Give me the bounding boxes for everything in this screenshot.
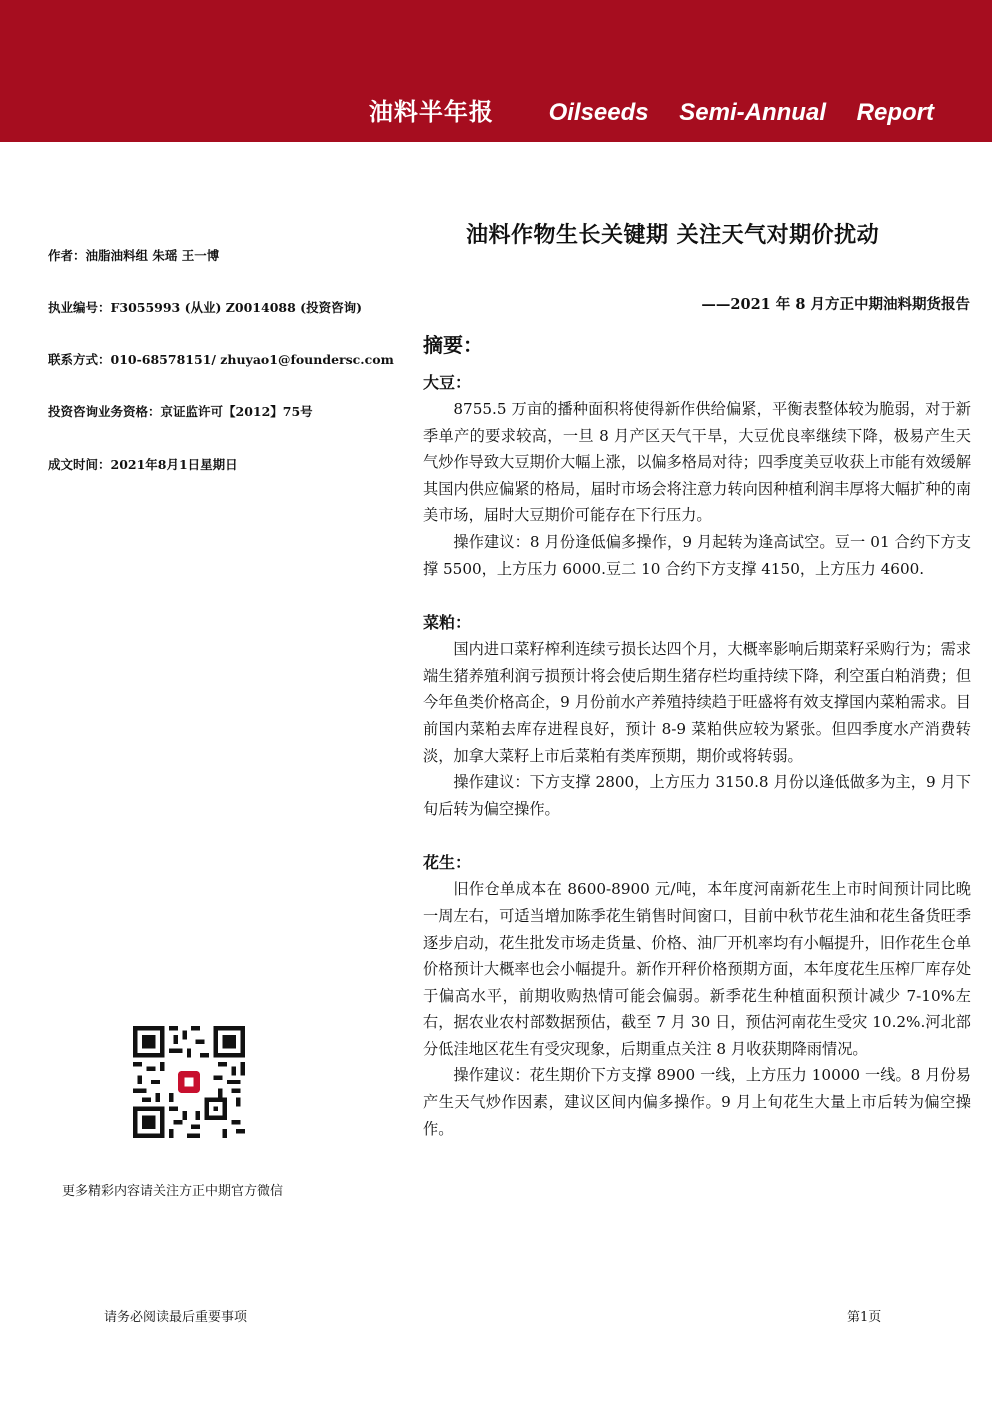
- section-heading-soybean: 大豆：: [423, 373, 472, 392]
- peanut-paragraph: 旧作仓单成本在 8600-8900 元/吨，本年度河南新花生上市时间预计同比晚一周左右，可适当增加陈季花生销售时间窗口，目前中秋节花生油和花生备货旺季逐步启动，花生批发市场走货量、价格、油厂开机率均有小幅提升，旧作花生仓单价格预计大概率也会小幅提升。新作开秤价格预期方面，本年度花生压榨厂库存处于偏高水平，前期收购热情可能会偏弱。新季花生种植面积预计减少 7-10%左右，据农业农村部数据预估，截至 7 月 30 日，预估河南花生受灾 10.2%.河北部分低洼地区花生有受灾现象，后期重点关注 8 月收获期降雨情况。: [423, 880, 971, 1058]
- contact-line: 联系方式：010-68578151/ zhuyao1@foundersc.com: [48, 352, 394, 367]
- soybean-paragraph: 8755.5 万亩的播种面积将使得新作供给偏紧，平衡表整体较为脆弱，对于新季单产的要求较高，一旦 8 月产区天气干旱，大豆优良率继续下降，极易产生天气炒作导致大豆期价大幅上涨，以偏多格局对待；四季度美豆收获上市能有效缓解其国内供应偏紧的格局，届时市场会将注意力转向因种植利润丰厚将大幅扩种的南美市场，届时大豆期价可能存在下行压力。: [423, 400, 971, 525]
- author-line: 作者：油脂油料组 朱瑶 王一博: [48, 248, 220, 263]
- abstract-section: [423, 330, 971, 1142]
- report-type-title: [369, 92, 934, 126]
- qr-caption: 更多精彩内容请关注方正中期官方微信: [62, 1184, 284, 1199]
- footer-notice: 请务必阅读最后重要事项: [104, 1310, 248, 1325]
- report-type-en-3: Report: [856, 99, 934, 126]
- peanut-advice: 操作建议：花生期价下方支撑 8900 一线，上方压力 10000 一线。8 月份易产生天气炒作因素，建议区间内偏多操作。9 月上旬花生大量上市后转为偏空操作。: [423, 1066, 971, 1138]
- report-type-cn: 油料半年报: [368, 99, 494, 126]
- abstract-heading: 摘要：: [423, 333, 483, 357]
- rapeseed-meal-paragraph: 国内进口菜籽榨利连续亏损长达四个月，大概率影响后期菜籽采购行为；需求端生猪养殖利润亏损预计将会使后期生猪存栏均重持续下降，利空蛋白粕消费；但今年鱼类价格高企，9 月份前水产养殖持续趋于旺盛将有效支撑国内菜粕需求。目前国内菜粕去库存进程良好，预计 8-9 菜粕供应较为紧张。但四季度水产消费转淡，加拿大菜籽上市后菜粕有类库预期，期价或将转弱。: [423, 640, 971, 765]
- report-type-en-1: Oilseeds: [548, 99, 649, 126]
- license-line: 执业编号：F3055993 (从业) Z0014088 (投资咨询): [48, 300, 362, 315]
- section-heading-rapeseed-meal: 菜粕：: [423, 613, 472, 633]
- qualification-line: 投资咨询业务资格：京证监许可【2012】75号: [48, 404, 313, 419]
- qr-code-icon[interactable]: [133, 1026, 245, 1138]
- rapeseed-meal-advice: 操作建议：下方支撑 2800，上方压力 3150.8 月份以逢低做多为主，9 月下旬后转为偏空操作。: [423, 773, 971, 818]
- report-subtitle: ——2021 年 8 月方正中期油料期货报告: [701, 296, 970, 313]
- soybean-advice: 操作建议：8 月份逢低偏多操作，9 月起转为逢高试空。豆一 01 合约下方支撑 5500，上方压力 6000.豆二 10 合约下方支撑 4150，上方压力 4600.: [423, 532, 971, 578]
- report-title: 油料作物生长关键期 关注天气对期价扰动: [466, 222, 880, 248]
- page-number: 第1页: [847, 1310, 882, 1325]
- report-type-en-2: Semi-Annual: [679, 99, 826, 126]
- section-heading-peanut: 花生：: [423, 853, 472, 873]
- date-line: 成文时间：2021年8月1日星期日: [48, 457, 238, 472]
- header-banner: [0, 0, 992, 142]
